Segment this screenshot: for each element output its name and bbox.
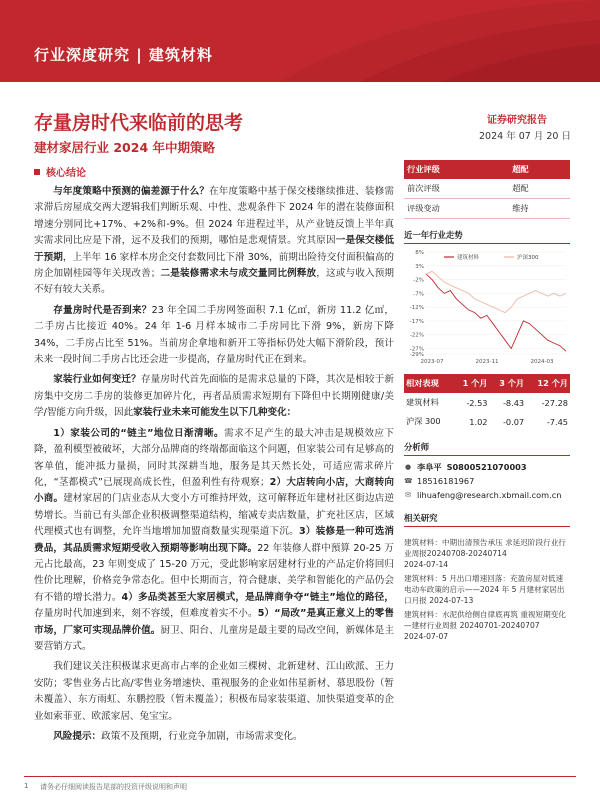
- p4-text-3: 22 年装修人群中預算 20-25 万元占比最高，23 年则变成了 15-20 万元，受此影响家居建材行业的产品定价将回归性价比理解，价格竞争常态化。但中长期而言，符合健康、美学和智能化的产品仍会有不错的增长潜力。: [34, 542, 394, 603]
- p1-bold: 与年度策略中预测的偏差源于什么？: [53, 186, 210, 197]
- square-bullet-icon: [34, 169, 40, 175]
- chart-y-tick: 3%: [415, 263, 424, 270]
- chart-y-tick: -7%: [413, 291, 424, 298]
- chart-y-tick: -17%: [409, 318, 424, 325]
- p1-text-2: ，上半年 16 家样本房企交付套数同比下滑 30%，前期出险待交付面积偏高的房企加剧桂园等年关现改善；: [34, 251, 394, 280]
- perf-header: 相对表现: [404, 374, 453, 393]
- perf-header: 3 个月: [490, 374, 527, 393]
- perf-cell: -8.43: [502, 397, 525, 408]
- p3-bold: 家装行业如何变迁？: [53, 374, 141, 386]
- trend-chart-svg: [404, 246, 570, 366]
- chart-legend-label: 沪深300: [517, 255, 539, 261]
- p2-text: 23 年全国二手房网签面积 7.1 亿㎡，新房 11.2 亿㎡，二手房占比接近 40%。24 年 1-6 月样本城市二手房同比下滑 9%，新房下降 34%，二手房占比至 51%。当前房企拿地和新开工等指标仍处大幅下滑阶段，预计未来一段时间二手房占比还会进一步提高，存量房时代正在到来。: [34, 304, 395, 366]
- related-date: 2024-07-07: [404, 632, 449, 641]
- chart-x-tick: 2023-11: [475, 359, 499, 365]
- perf-cell: -0.07: [502, 416, 525, 427]
- page-number: 1: [24, 782, 29, 790]
- perf-header: 12 个月: [526, 374, 570, 393]
- p4-bold-4: 4）多品类甚至大家居模式，是品牌商争夺“链主”地位的路径，: [121, 591, 394, 603]
- chart-y-tick: -27%: [409, 346, 424, 353]
- chart-y-tick: -2%: [413, 277, 424, 284]
- analyst-email[interactable]: lihuafeng@research.xbmail.com.cn: [417, 490, 562, 500]
- chart-x-tick: 2023-07: [420, 359, 444, 365]
- perf-header: 1 个月: [453, 374, 490, 393]
- related-date: 20240701-20240707: [459, 621, 540, 630]
- phone-icon: ☎: [404, 477, 413, 485]
- perf-cell: 建筑材料: [406, 397, 439, 407]
- report-date: 2024 年 07 月 20 日: [479, 131, 571, 142]
- chart-y-tick: -29%: [409, 352, 424, 358]
- perf-cell: 沪深 300: [406, 416, 441, 426]
- paragraph-1: [34, 184, 394, 299]
- doc-title: 存量房时代来临前的思考: [34, 112, 244, 134]
- footer-divider: [24, 776, 576, 777]
- header-banner: [0, 0, 600, 82]
- chart-y-tick: -22%: [409, 332, 424, 339]
- risk-warning: [34, 729, 394, 745]
- paragraph-4: [34, 426, 394, 656]
- perf-cell: 1.02: [469, 416, 488, 427]
- p4-text: 需求不足产生的最大冲击是规模效应下降，盈利模型被破坏，大部分品牌商的终端都面临这个问题，但家装公司有足够高的客单值，能冲抵力量损，同时其深耕当地，服务是其天然长处，可适应需求碎片化，“茎都模式”已展现高成长性，但盈利性有待观察；: [34, 427, 395, 488]
- main-content: [34, 184, 394, 749]
- p1-bold-2: 一是保交楼低于预期: [34, 235, 395, 263]
- related-item[interactable]: [404, 609, 570, 642]
- paragraph-2: [34, 303, 394, 369]
- p4-bold-3: 3）装修是一种可选消费品，其品质需求短期受收入预期等影响出现下降。: [34, 526, 394, 554]
- analyst-name: 李阜平: [417, 462, 442, 472]
- related-date: 2024-07-14: [404, 560, 449, 569]
- related-item[interactable]: [404, 537, 570, 570]
- p4-bold-5: 5）“局改”是真正意义上的零售市场，厂家可实现品牌价值。: [34, 608, 394, 636]
- email-icon: ✉: [405, 491, 411, 499]
- chart-y-tick: 8%: [415, 250, 424, 256]
- risk-text: 政策不及预期，行业竞争加剧，市场需求变化。: [101, 731, 303, 742]
- risk-bold: 风险提示：: [53, 731, 102, 742]
- p1-text-3: ，这或与收入预期不好有较大关系。: [34, 268, 395, 296]
- chart-x-tick: 2024-03: [530, 359, 554, 365]
- analyst-label: 分析师: [404, 441, 570, 456]
- rating-header-label: 行业评级: [404, 160, 509, 179]
- p3-bold-2: 家装行业未来可能发生以下几种变化：: [133, 407, 297, 419]
- header-decoration: [240, 0, 600, 82]
- related-date: 20240708-20240714: [426, 549, 507, 558]
- chart-legend-label: 建筑材料: [457, 255, 480, 261]
- p1-text: 在年度策略中基于保交楼继续推进、装修需求滞后房屋成交两大逻辑我们判断乐观、中性、悲观条件下 2024 年的潜在装修面积增速分别同比+17%、+2%和-9%。但 2024 年进程过半，从产业链反馈上半年真实需求同比应是下滑，远不及我们的预期，哪怕是悲观情景。究其原因: [34, 186, 395, 247]
- perf-table: [404, 374, 570, 431]
- chart-series-line: [426, 274, 566, 351]
- related-text: 建筑材料：水泥供给侧自律底再筑 重视短期变化—建材行业周报: [404, 610, 566, 630]
- related-list: [404, 537, 570, 642]
- p4-text-2: 建材家居的门店业态从大变小方可维持坪效，这可解释近年建材社区街边店逆势增长。当前已有头部企业积极调整渠道结构，缩减专卖店数量，扩充社区店，区域代理模式也有调整，允许当地增加加盟商数量实现渠道下沉。: [34, 493, 395, 538]
- person-icon: ●: [404, 463, 412, 471]
- rating-row-label: 评级变动: [404, 199, 509, 219]
- p4-bold-2: 2）大店转向小店，大商转向小商。: [34, 476, 394, 505]
- related-label: 相关研究: [404, 512, 570, 527]
- p1-bold-3: 二是装修需求未与成交量同比例释放: [160, 268, 317, 280]
- section-core-label: 核心结论: [46, 168, 86, 179]
- rating-table: [404, 160, 570, 219]
- perf-cell: -27.28: [541, 397, 568, 408]
- report-type: 证券研究报告: [487, 115, 547, 126]
- analyst-info: [404, 460, 570, 502]
- perf-cell: -7.45: [546, 416, 568, 427]
- chart-y-tick: -12%: [409, 305, 424, 312]
- rating-header-value: 超配: [509, 160, 570, 179]
- perf-cell: -2.53: [466, 397, 488, 408]
- p4-text-5: 厨卫、阳台、儿童房是最主要的局改空间，新媒体是主要营销方式。: [34, 624, 395, 652]
- trend-label: 近一年行业走势: [404, 229, 570, 244]
- footer-text: 请务必仔细阅读报告尾部的投资评级说明和声明: [40, 783, 187, 791]
- trend-chart: [404, 246, 570, 366]
- analyst-phone: 18516181967: [417, 476, 475, 486]
- p2-bold: 存量房时代是否到来？: [53, 304, 152, 316]
- p3-text: 存量房时代首先面临的是需求总量的下降，其次是相较于新房集中交房二手房的装修更加碎片化，再者品质需求短期有下降但中长期刚健康/美学/智能方向升级，因此: [34, 374, 395, 419]
- rating-row-value: 维持: [509, 199, 570, 219]
- sidebar: [404, 160, 570, 642]
- p4-bold: 1）家装公司的“链主”地位日渐清晰。: [53, 427, 225, 439]
- related-item[interactable]: [404, 573, 570, 606]
- related-date: 2024-07-13: [429, 596, 474, 605]
- analyst-license: S0800521070003: [446, 462, 527, 472]
- doc-subtitle: 建材家居行业 2024 年中期策略: [34, 140, 215, 155]
- p4-text-4: 存量房时代加速到来，刻不容缓，但难度着实不小。: [34, 608, 258, 620]
- section-core: [34, 164, 86, 179]
- paragraph-5: 我们建议关注积极谋求更高市占率的企业如三棵树、北新建材、江山欧派、王力安防；零售业务占比高/零售业务增速快、重视服务的企业如伟星新材、慕思股份（暂未覆盖）、东方雨虹、东鹏控股（暂未覆盖）；积极布局家装渠道、加快渠道变革的企业如索菲亚、欧派家居、兔宝宝。: [34, 661, 394, 722]
- related-text: 建筑材料：5 月出口增速回落：充盈房屋对低速电动车政策的启示——2024 年 5 月建材家居出口月报: [404, 574, 565, 605]
- rating-row-label: 前次评级: [404, 179, 509, 199]
- rating-row-value: 超配: [509, 179, 570, 199]
- header-title: 行业深度研究 | 建筑材料: [34, 46, 213, 64]
- related-text: 建筑材料：中期出清预告承压 求延迟阶段行业行业周报: [404, 538, 566, 558]
- paragraph-3: [34, 372, 394, 421]
